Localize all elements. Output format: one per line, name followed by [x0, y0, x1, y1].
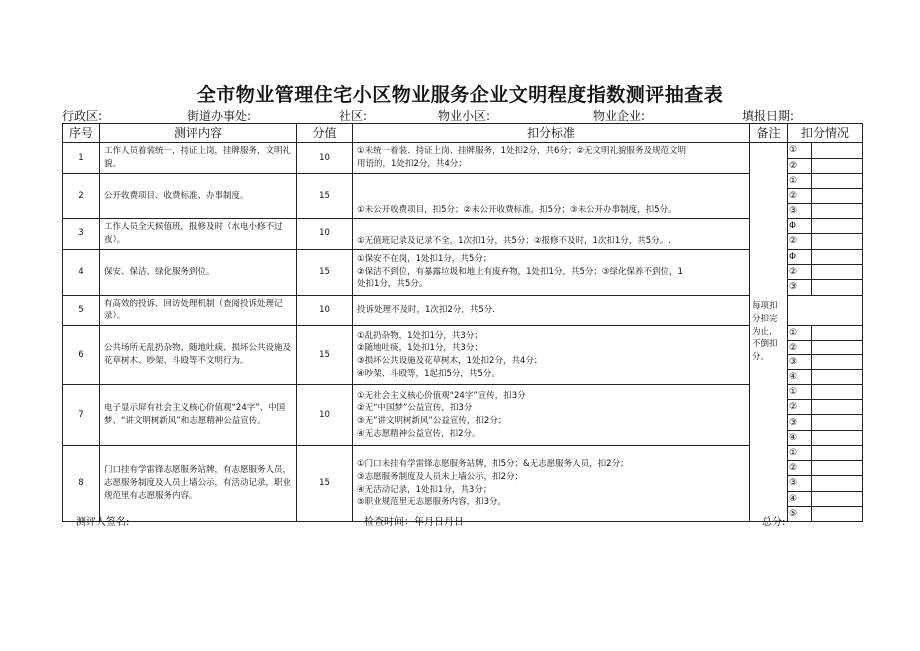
- page-title: 全市物业管理住宅小区物业服务企业文明程度指数测评抽查表: [196, 84, 724, 106]
- deduction-entry-field[interactable]: [812, 415, 863, 430]
- deduction-standard: [353, 174, 750, 219]
- deduction-standard: [353, 143, 750, 174]
- standard-line: ①门口未挂有学雷锋志愿服务站牌，扣5分；&无志愿服务人员，扣2分；: [357, 459, 629, 469]
- deduction-entry-field[interactable]: [812, 446, 863, 461]
- deduction-item-marker: ②: [788, 461, 812, 476]
- table-row: [63, 326, 863, 385]
- row-number: 1: [63, 143, 100, 174]
- deduction-entry-field[interactable]: [812, 174, 863, 188]
- deduction-cell: [788, 385, 863, 446]
- deduction-entry-field[interactable]: [812, 326, 863, 340]
- standard-line: ①保安不在岗，1处扣1分，共5分；: [357, 253, 492, 264]
- score-value: 15: [297, 249, 353, 295]
- standard-line: ④吵架、斗殴等，1起扣5分，共5分。: [357, 368, 500, 379]
- remark-cell: [750, 143, 788, 522]
- standard-line: ②保洁不到位，有暴露垃圾和地上有废弃物，1处扣1分，共5分；③绿化保养不到位，1: [357, 266, 683, 277]
- deduction-cell: [788, 249, 863, 295]
- deduction-item-marker: ②: [788, 400, 812, 415]
- deduction-entry-field[interactable]: [812, 461, 863, 476]
- standard-line: ①乱扔杂物，1处扣1分，共3分；: [357, 330, 483, 341]
- evaluation-content: 有高效的投诉、回访处理机制（查阅投诉处理记录）。: [100, 295, 297, 326]
- deduction-cell: [788, 295, 863, 326]
- standard-line: ④无志愿精神公益宣传，扣2分。: [357, 428, 481, 439]
- standard-line: 用语的，1处扣2分，共4分；: [357, 159, 467, 169]
- table-row: [63, 385, 863, 446]
- table-header-row: [63, 124, 863, 143]
- deduction-entry-field[interactable]: [812, 264, 863, 279]
- deduction-entry-field[interactable]: [812, 476, 863, 491]
- remark-text: 每项扣分扣完为止，不倒扣分。: [752, 301, 778, 363]
- deduction-standard: [353, 385, 750, 446]
- deduction-standard: [353, 326, 750, 385]
- deduction-item-marker: ③: [788, 280, 812, 295]
- evaluator-signature-label: 测评人签名:: [76, 517, 130, 528]
- deduction-entry-field[interactable]: [812, 430, 863, 445]
- deduction-item-marker: ④: [788, 430, 812, 445]
- evaluation-content: 门口挂有学雷锋志愿服务站牌，有志愿服务人员，志愿服务制度及人员上墙公示，有活动记录，职业规范里有志愿服务内容。: [100, 446, 297, 522]
- deduction-entry-field[interactable]: [812, 340, 863, 355]
- deduction-entry-field[interactable]: [812, 219, 863, 234]
- col-header-deduction: 扣分情况: [788, 124, 863, 143]
- deduction-item-marker: Φ: [788, 219, 812, 234]
- deduction-entry-field[interactable]: [812, 188, 863, 203]
- standard-line: ②无“中国梦”公益宣传，扣3分: [357, 403, 473, 414]
- table-row: [63, 295, 863, 326]
- score-value: 10: [297, 385, 353, 446]
- row-number: 4: [63, 249, 100, 295]
- standard-line: ③志愿服务制度及人员未上墙公示，扣2分；: [357, 471, 524, 482]
- standard-line: 处扣1分，共5分。: [357, 279, 428, 290]
- deduction-item-marker: ②: [788, 340, 812, 355]
- standard-line: ②随地吐痰，1处扣1分，共3分；: [357, 343, 483, 354]
- row-number: 7: [63, 385, 100, 446]
- table-row: [63, 219, 863, 250]
- standard-line: ③无”讲文明树新风”公益宣传，扣2分；: [357, 416, 507, 426]
- deduction-entry-field[interactable]: [812, 370, 863, 384]
- table-row: [63, 143, 863, 174]
- standard-line: ⑤职业规范里无志愿服务内容，扣3分。: [357, 497, 507, 508]
- col-header-no: 序号: [63, 124, 100, 143]
- col-header-score: 分值: [297, 124, 353, 143]
- table-row: [63, 249, 863, 295]
- deduction-cell: [788, 326, 863, 385]
- date-label: 填报日期:: [742, 109, 795, 123]
- deduction-item-marker: ③: [788, 204, 812, 218]
- score-value: 15: [297, 446, 353, 522]
- score-value: 10: [297, 143, 353, 174]
- street-label: 街道办事处:: [187, 109, 252, 123]
- estate-label: 物业小区:: [438, 109, 491, 123]
- deduction-entry-field[interactable]: [812, 355, 863, 370]
- deduction-item-marker: Φ: [788, 250, 812, 265]
- deduction-entry-field[interactable]: [812, 385, 863, 400]
- col-header-note: 备注: [750, 124, 788, 143]
- deduction-item-marker: ①: [788, 446, 812, 461]
- row-number: 5: [63, 295, 100, 326]
- evaluation-content: 公共场所无乱扔杂物、随地吐痰、损坏公共设施及花草树木、吵架、斗殴等不文明行为。: [100, 326, 297, 385]
- deduction-cell: [788, 143, 863, 174]
- deduction-entry-field[interactable]: [812, 158, 863, 173]
- standard-line: ①无社会主义核心价值观“24字”宣传，扣3分: [357, 390, 526, 401]
- deduction-standard: [353, 249, 750, 295]
- row-number: 8: [63, 446, 100, 522]
- deduction-entry-field[interactable]: [812, 234, 863, 249]
- deduction-entry-field[interactable]: [812, 250, 863, 265]
- standard-line: ③损坏公共设施及花草树木，1处扣2分，共4分；: [357, 356, 543, 366]
- score-value: 10: [297, 219, 353, 250]
- deduction-item-marker: ②: [788, 234, 812, 249]
- deduction-item-marker: ②: [788, 158, 812, 173]
- deduction-cell: [788, 174, 863, 219]
- district-label: 行政区:: [62, 109, 103, 123]
- deduction-entry-field[interactable]: [812, 400, 863, 415]
- deduction-item-marker: ①: [788, 174, 812, 188]
- deduction-item-marker: ③: [788, 355, 812, 370]
- table-row: [63, 446, 863, 522]
- row-number: 3: [63, 219, 100, 250]
- deduction-item-marker: ①: [788, 326, 812, 340]
- row-number: 6: [63, 326, 100, 385]
- evaluation-content: 公开收费项目、收费标准、办事制度。: [100, 174, 297, 219]
- deduction-item-marker: ③: [788, 415, 812, 430]
- check-time-label: 检查时间：年月日月日: [364, 517, 464, 528]
- deduction-standard: [353, 446, 750, 522]
- standard-line: ④无活动记录，1处扣1分，共3分；: [357, 484, 492, 495]
- score-value: 10: [297, 295, 353, 326]
- deduction-item-marker: ③: [788, 476, 812, 491]
- deduction-entry-field[interactable]: [812, 204, 863, 218]
- deduction-cell: [788, 446, 863, 522]
- community-label: 社区:: [339, 109, 368, 123]
- col-header-standard: 扣分标准: [353, 124, 750, 143]
- evaluation-content: 保安、保洁、绿化服务到位。: [100, 249, 297, 295]
- table-row: [63, 174, 863, 219]
- col-header-content: 测评内容: [100, 124, 297, 143]
- deduction-standard: [353, 295, 750, 326]
- deduction-cell: [788, 219, 863, 250]
- row-number: 2: [63, 174, 100, 219]
- standard-line: ①未统一着装、持证上岗、挂牌服务，1处扣2分，共6分；②无文明礼貌服务及规范文明: [357, 146, 686, 157]
- deduction-item-marker: ②: [788, 188, 812, 203]
- deduction-entry-field[interactable]: [812, 491, 863, 506]
- evaluation-content: 工作人员全天候值班，报修及时（水电小修不过夜）。: [100, 219, 297, 250]
- standard-line: ①无值班记录及记录不全，1次扣1分，共5分；②报修不及时，1次扣1分，共5分。.: [357, 235, 671, 246]
- deduction-item-marker: ②: [788, 264, 812, 279]
- evaluation-content: 工作人员着装统一，持证上岗，挂牌服务，文明礼貌。: [100, 143, 297, 174]
- score-value: 15: [297, 326, 353, 385]
- deduction-item-marker: ①: [788, 385, 812, 400]
- evaluation-content: 电子显示屏有社会主义核心价值观“24字”、中国梦、“讲文明树新风”和志愿精神公益宣传。: [100, 385, 297, 446]
- score-value: 15: [297, 174, 353, 219]
- deduction-standard: [353, 219, 750, 250]
- deduction-item-marker: ①: [788, 143, 812, 158]
- deduction-item-marker: ⑤: [788, 506, 812, 521]
- standard-line: 投诉处理不及时，1次扣2分，共5分.: [357, 304, 495, 315]
- deduction-entry-field[interactable]: [812, 143, 863, 158]
- deduction-item-marker: ④: [788, 491, 812, 506]
- evaluation-table: [62, 123, 863, 522]
- deduction-item-marker: ④: [788, 370, 812, 384]
- standard-line: ①未公开收费项目，扣5分；②未公开收费标准，扣5分；③未公开办事制度，扣5分。: [357, 205, 677, 216]
- total-score-label: 总分:: [762, 517, 786, 528]
- company-label: 物业企业:: [593, 109, 646, 123]
- deduction-entry-field[interactable]: [812, 280, 863, 295]
- footer: [62, 513, 862, 529]
